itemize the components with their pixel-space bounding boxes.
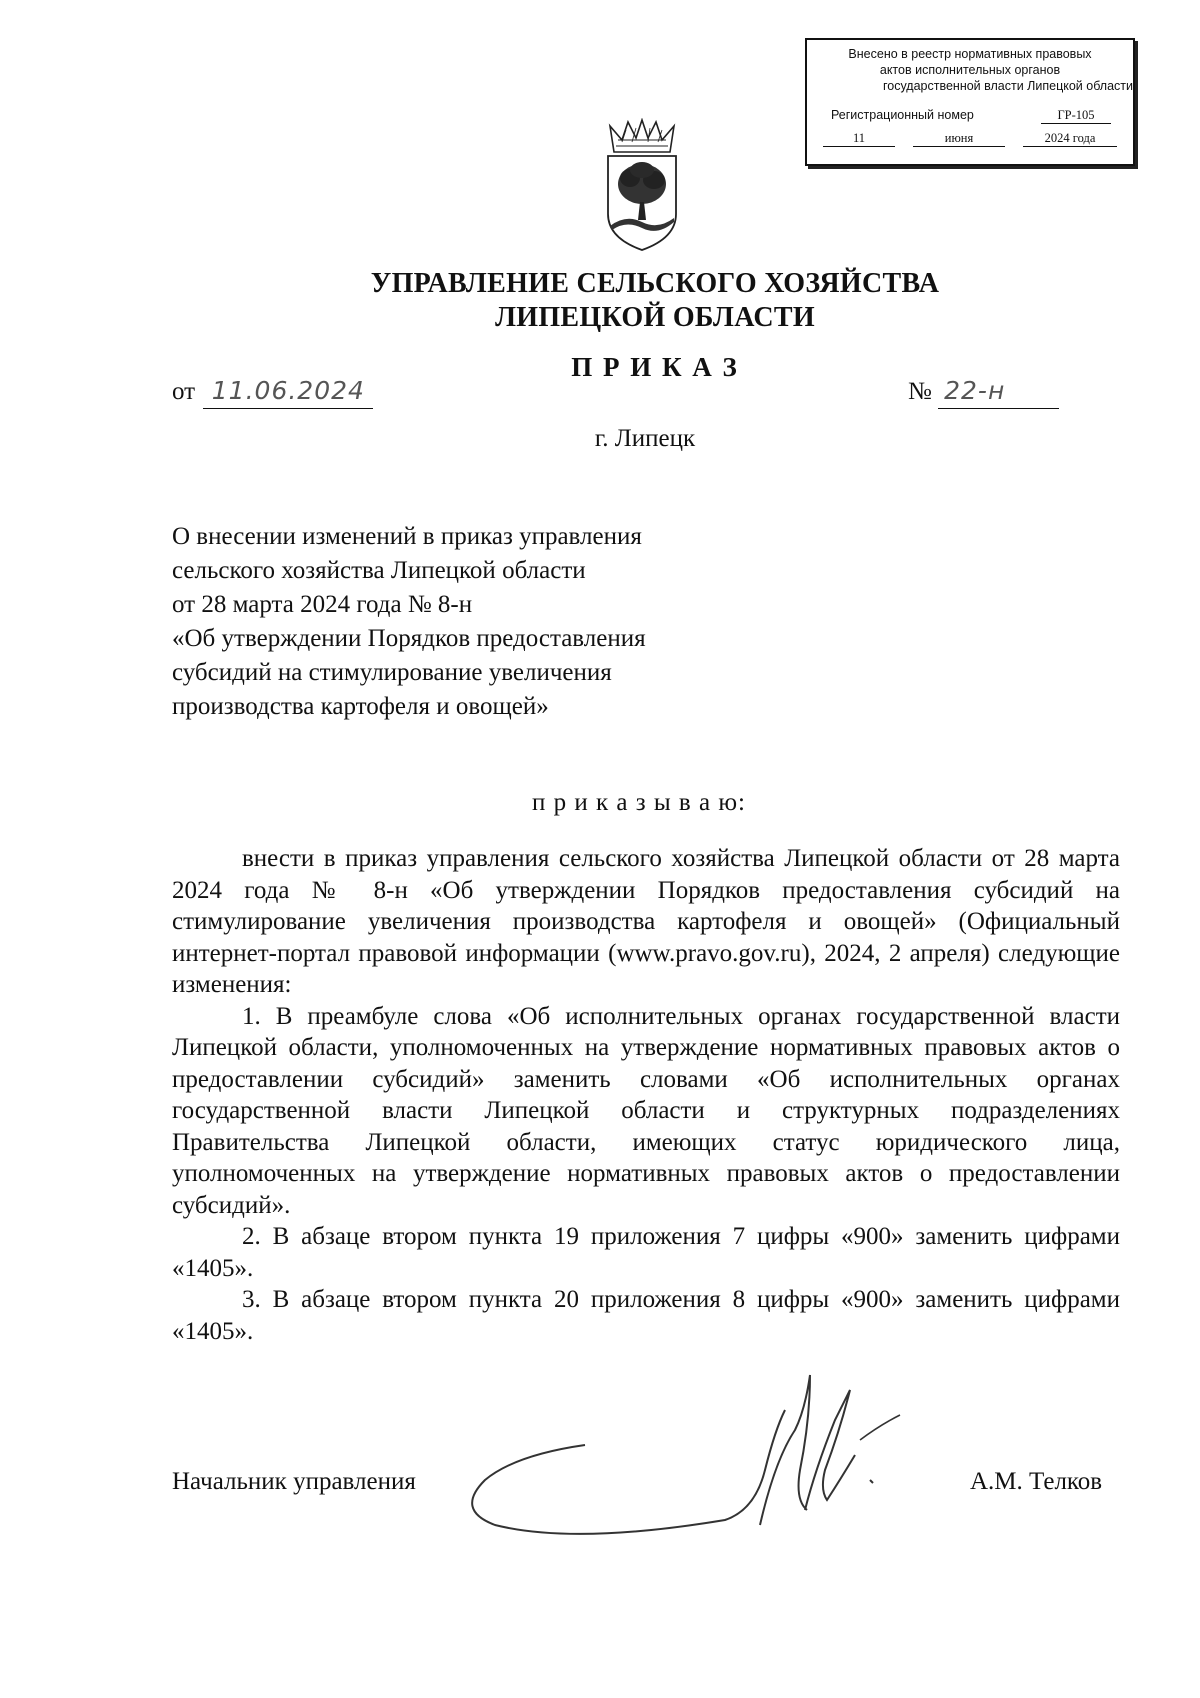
order-word: п р и к а з ы в а ю:	[532, 789, 746, 816]
order-body	[172, 843, 1120, 1347]
body-paragraph: 2. В абзаце втором пункта 19 приложения 7 цифры «900» заменить цифрами «1405».	[172, 1223, 1120, 1282]
number-value: 22-н	[944, 376, 1006, 405]
subject-line: сельского хозяйства Липецкой области	[172, 557, 586, 584]
document-type: П Р И К А З	[571, 352, 739, 382]
stamp-registration-number: ГР-105	[1041, 107, 1111, 124]
date-value: 11.06.2024	[211, 376, 365, 405]
signatory-position: Начальник управления	[172, 1468, 416, 1495]
stamp-line-2: актов исполнительных органов	[879, 63, 1061, 77]
org-name-line-1: УПРАВЛЕНИЕ СЕЛЬСКОГО ХОЗЯЙСТВА	[370, 268, 940, 299]
org-name-line-2: ЛИПЕЦКОЙ ОБЛАСТИ	[495, 302, 815, 333]
signatory-name: А.М. Телков	[970, 1468, 1103, 1495]
stamp-line-3: государственной власти Липецкой области	[882, 79, 1133, 93]
stamp-day: 11	[823, 130, 895, 147]
body-paragraph: 1. В преамбуле слова «Об исполнительных органах государственной власти Липецкой области, уполномоченных на утверждение нормативных правовых актов о предоставлении субсидий» заменить словами «Об исполнительных органах государственной власти Липецкой области и структурных подразделениях Правительства Липецкой области, имеющих статус юридического лица, уполномоченных на утверждение нормативных правовых актов о предоставлении субсидий».	[172, 1002, 1120, 1219]
subject-line: «Об утверждении Порядков предоставления	[172, 625, 646, 652]
subject-block	[172, 520, 772, 724]
stamp-registration-row	[821, 107, 1123, 123]
subject-line: от 28 марта 2024 года № 8-н	[172, 591, 473, 618]
coat-of-arms-emblem	[600, 118, 684, 253]
registry-stamp	[805, 38, 1135, 166]
city: г. Липецк	[594, 425, 696, 452]
number-prefix: №	[908, 378, 932, 405]
stamp-month: июня	[913, 130, 1005, 147]
subject-line: субсидий на стимулирование увеличения	[172, 659, 612, 686]
handwritten-signature	[455, 1360, 915, 1560]
body-paragraph: внести в приказ управления сельского хозяйства Липецкой области от 28 марта 2024 года № 8-н «Об утверждении Порядков предоставления субсидий на стимулирование увеличения производства картофеля и овощей» (Официальный интернет-портал правовой информации (www.pravo.gov.ru), 2024, 2 апреля) следующие изменения:	[172, 845, 1120, 998]
stamp-line-1: Внесено в реестр нормативных правовых	[848, 47, 1092, 61]
document-number	[908, 375, 1059, 409]
document-date	[172, 375, 373, 409]
stamp-date-row	[823, 130, 1123, 146]
stamp-registration-label: Регистрационный номер	[831, 108, 974, 122]
subject-line: О внесении изменений в приказ управления	[172, 523, 642, 550]
subject-line: производства картофеля и овощей»	[172, 693, 549, 720]
body-paragraph: 3. В абзаце втором пункта 20 приложения 8 цифры «900» заменить цифрами «1405».	[172, 1286, 1120, 1345]
stamp-year: 2024 года	[1023, 130, 1117, 147]
date-prefix: от	[172, 378, 196, 405]
